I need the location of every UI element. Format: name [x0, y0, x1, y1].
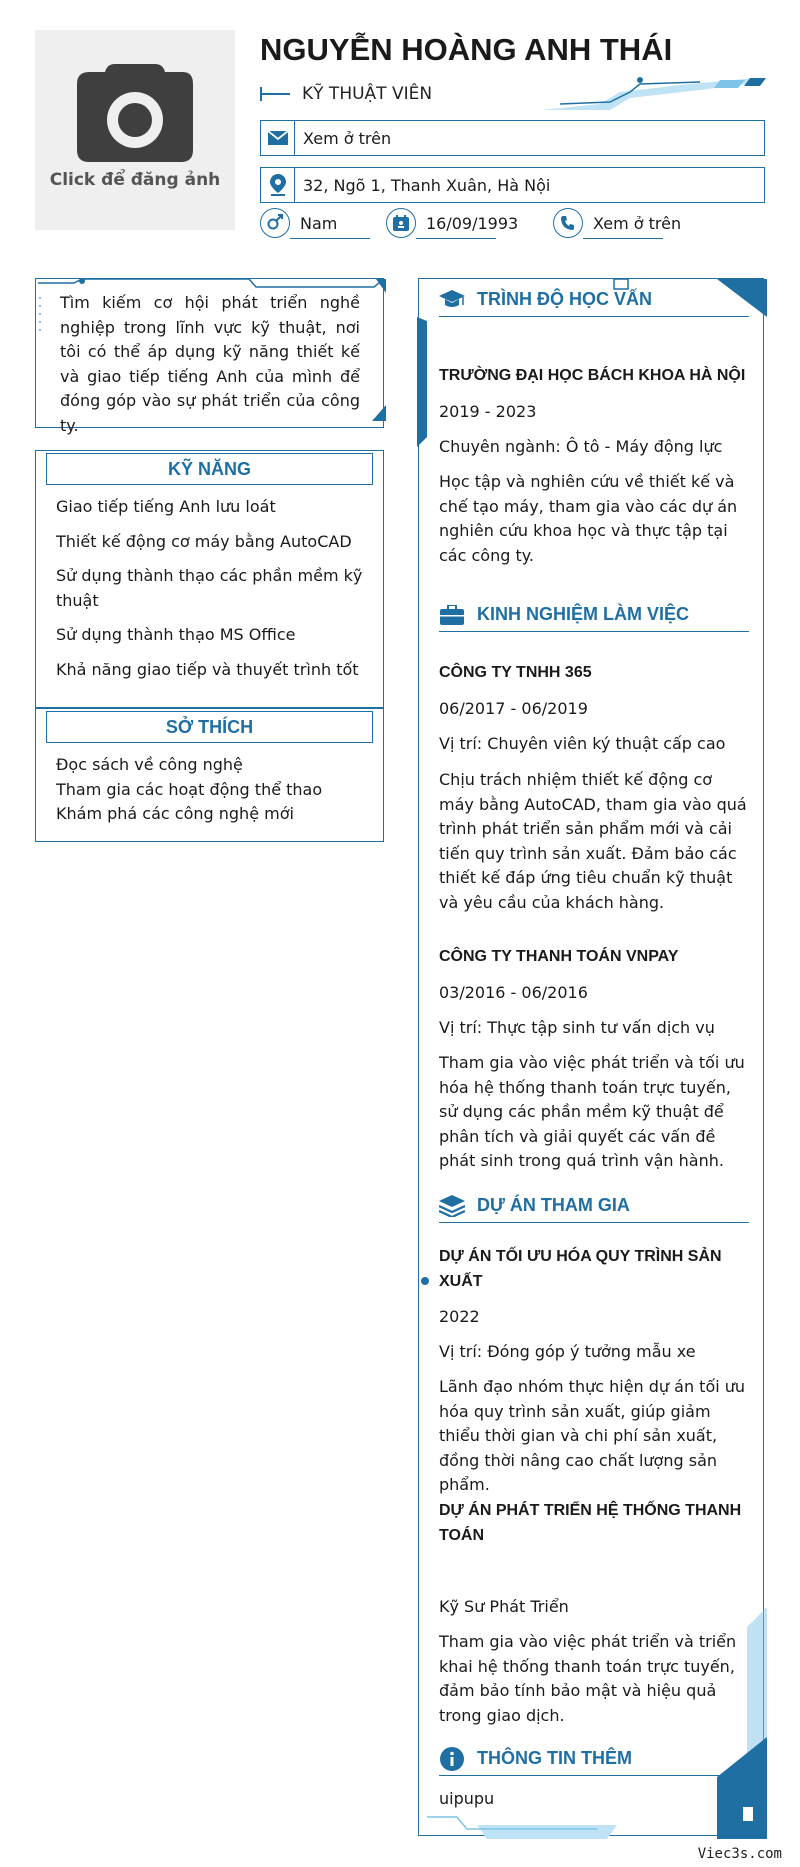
- calendar-icon: [386, 208, 416, 238]
- experience-header: [439, 598, 749, 632]
- project-name: DỰ ÁN PHÁT TRIỂN HỆ THỐNG THANH TOÁN: [439, 1502, 742, 1544]
- job-role: Vị trí: Chuyên viên ký thuật cấp cao: [439, 734, 726, 753]
- experience-title: KINH NGHIỆM LÀM VIỆC: [477, 604, 690, 624]
- main-content-column: [418, 278, 764, 1836]
- objective-text: Tìm kiếm cơ hội phát triển nghề nghiệp trong lĩnh vực kỹ thuật, nơi tôi có thể áp dụng kỹ năng thiết kế và giao tiếp tiếng Anh của mình để đóng góp vào sự phát triển của công ty.: [60, 293, 360, 435]
- address-value: 32, Ngõ 1, Thanh Xuân, Hà Nội: [303, 175, 551, 195]
- skills-section: [35, 450, 384, 708]
- additional-info-title: THÔNG TIN THÊM: [477, 1748, 632, 1768]
- skill-item: Thiết kế động cơ máy bằng AutoCAD: [56, 531, 352, 551]
- education-header: [439, 283, 749, 317]
- skill-item: Khả năng giao tiếp và thuyết trình tốt: [56, 659, 359, 679]
- career-objective-box: [35, 278, 384, 435]
- phone-underline: [583, 238, 663, 239]
- location-pin-icon: [261, 168, 295, 202]
- project-role: Kỹ Sư Phát Triển: [439, 1597, 569, 1616]
- header-decoration: [540, 74, 770, 114]
- job-period: 03/2016 - 06/2016: [439, 983, 588, 1002]
- hobby-item: Tham gia các hoạt động thể thao: [56, 779, 323, 799]
- layers-icon: [439, 1193, 465, 1219]
- skill-item: Sử dụng thành thạo MS Office: [56, 625, 296, 644]
- hobby-item: Khám phá các công nghệ mới: [56, 804, 294, 823]
- projects-title: DỰ ÁN THAM GIA: [477, 1195, 630, 1215]
- phone-icon: [553, 208, 583, 238]
- job-description: Tham gia vào việc phát triển và tối ưu hóa hệ thống thanh toán trực tuyến, sử dụng các phần mềm kỹ thuật để phân tích và giải quyết các vấn đề phát sinh trong quá trình vận hành.: [439, 1053, 745, 1170]
- briefcase-icon: [439, 602, 465, 628]
- phone-field: [553, 208, 681, 238]
- additional-info-text: uipupu: [439, 1789, 495, 1808]
- gender-icon: [260, 208, 290, 238]
- job-position: [260, 84, 432, 104]
- gender-field: [260, 208, 337, 238]
- graduation-cap-icon: [439, 287, 465, 313]
- project-role: Vị trí: Đóng góp ý tưởng mẫu xe: [439, 1342, 696, 1361]
- envelope-icon: [261, 121, 295, 155]
- email-value: Xem ở trên: [303, 128, 392, 148]
- gender-underline: [290, 238, 370, 239]
- project-name: DỰ ÁN TỐI ƯU HÓA QUY TRÌNH SẢN XUẤT: [439, 1248, 722, 1290]
- gender-value: Nam: [300, 213, 338, 233]
- info-icon: [439, 1746, 465, 1772]
- skill-item: Sử dụng thành thạo các phần mềm kỹ thuật: [56, 566, 363, 610]
- projects-header: [439, 1189, 749, 1223]
- hobby-item: Đọc sách về công nghệ: [56, 755, 243, 774]
- job-period: 06/2017 - 06/2019: [439, 699, 588, 718]
- additional-info-header: [439, 1742, 749, 1776]
- dob-underline: [416, 238, 496, 239]
- dob-value: 16/09/1993: [426, 213, 519, 233]
- hobbies-list: [36, 753, 383, 827]
- skills-list: [36, 495, 383, 682]
- position-line-icon: [260, 87, 290, 101]
- hobbies-title: SỞ THÍCH: [46, 711, 373, 743]
- education-school: TRƯỜNG ĐẠI HỌC BÁCH KHOA HÀ NỘI: [439, 367, 746, 384]
- education-period: 2019 - 2023: [439, 402, 537, 421]
- hobbies-section: [35, 708, 384, 842]
- education-title: TRÌNH ĐỘ HỌC VẤN: [477, 289, 652, 309]
- education-major: Chuyên ngành: Ô tô - Máy động lực: [439, 437, 723, 456]
- job-role: Vị trí: Thực tập sinh tư vấn dịch vụ: [439, 1018, 715, 1037]
- photo-caption: Click để đăng ảnh: [49, 170, 221, 190]
- dob-field: [386, 208, 518, 238]
- education-description: Học tập và nghiên cứu về thiết kế và chế tạo máy, tham gia vào các dự án nghiên cứu khoa học và thực tập tại các công ty.: [439, 472, 738, 565]
- email-field: [260, 120, 765, 156]
- photo-placeholder[interactable]: [35, 30, 235, 230]
- full-name: NGUYỄN HOÀNG ANH THÁI: [260, 32, 673, 67]
- project-description: Lãnh đạo nhóm thực hiện dự án tối ưu hóa quy trình sản xuất, giúp giảm thiểu thời gian và chi phí sản xuất, đồng thời nâng cao chất lượng sản phẩm.: [439, 1377, 746, 1494]
- skills-title: KỸ NĂNG: [46, 453, 373, 485]
- footer-watermark[interactable]: Viec3s.com: [697, 1846, 782, 1862]
- job-position-text: KỸ THUẬT VIÊN: [302, 84, 433, 104]
- skill-item: Giao tiếp tiếng Anh lưu loát: [56, 497, 276, 516]
- project-period: 2022: [439, 1307, 480, 1326]
- job-company: CÔNG TY THANH TOÁN VNPAY: [439, 948, 679, 965]
- job-company: CÔNG TY TNHH 365: [439, 664, 592, 681]
- project-description: Tham gia vào việc phát triển và triển khai hệ thống thanh toán trực tuyến, đảm bảo tính bảo mật và hiệu quả trong giao dịch.: [439, 1632, 737, 1725]
- job-description: Chịu trách nhiệm thiết kế động cơ máy bằng AutoCAD, tham gia vào quá trình phát triển sản phẩm mới và cải tiến quy trình sản xuất. Đảm bảo các thiết kế đáp ứng tiêu chuẩn kỹ thuật và yêu cầu của khách hàng.: [439, 770, 747, 912]
- camera-icon: [75, 62, 195, 162]
- address-field: [260, 167, 765, 203]
- phone-value: Xem ở trên: [593, 213, 682, 233]
